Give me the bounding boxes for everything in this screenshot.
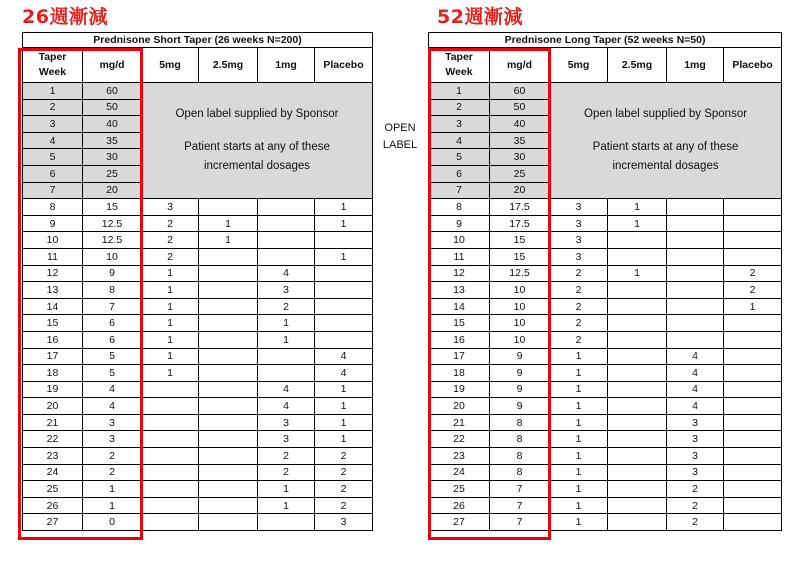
week-cell: 16 (23, 331, 83, 348)
dose-cell: 12.5 (490, 265, 550, 282)
dose-cell: 60 (83, 83, 142, 100)
tablet-count-cell (667, 265, 724, 282)
week-cell: 20 (23, 398, 83, 415)
tablet-count-cell (199, 381, 258, 398)
tablet-count-cell: 2 (142, 248, 199, 265)
tablet-count-cell (142, 514, 199, 531)
tablet-count-cell: 1 (315, 431, 373, 448)
short-taper-highlight-box (18, 48, 143, 540)
dose-cell: 50 (490, 99, 550, 116)
tablet-count-cell: 4 (667, 365, 724, 382)
dose-cell: 8 (490, 414, 550, 431)
tablet-count-cell: 1 (142, 331, 199, 348)
tablet-count-cell: 1 (550, 365, 608, 382)
week-cell: 12 (429, 265, 490, 282)
tablet-count-cell (199, 481, 258, 498)
annotation-26-week: 26週漸減 (22, 6, 108, 28)
dose-cell: 7 (83, 298, 142, 315)
tablet-count-cell (724, 414, 782, 431)
dose-cell: 8 (490, 448, 550, 465)
week-cell: 24 (23, 464, 83, 481)
week-cell: 14 (23, 298, 83, 315)
tablet-count-cell: 3 (667, 414, 724, 431)
week-cell: 25 (429, 481, 490, 498)
tablet-count-cell (199, 348, 258, 365)
week-cell: 14 (429, 298, 490, 315)
week-cell: 22 (23, 431, 83, 448)
week-cell: 18 (23, 365, 83, 382)
tablet-count-cell: 1 (258, 331, 315, 348)
week-cell: 11 (23, 248, 83, 265)
tablet-count-cell (199, 265, 258, 282)
tablet-count-cell (258, 232, 315, 249)
tablet-count-cell: 4 (667, 348, 724, 365)
tablet-count-cell: 1 (550, 348, 608, 365)
tablet-count-cell (315, 232, 373, 249)
week-cell: 1 (429, 83, 490, 100)
dose-cell: 12.5 (83, 232, 142, 249)
tablet-count-cell (667, 248, 724, 265)
tablet-count-cell: 2 (550, 298, 608, 315)
open-label (372, 120, 428, 154)
week-cell: 1 (23, 83, 83, 100)
tablet-count-cell: 3 (550, 215, 608, 232)
tablet-count-cell (258, 215, 315, 232)
tablet-count-cell: 1 (142, 298, 199, 315)
open-label-note (142, 83, 373, 199)
tablet-count-cell (608, 464, 667, 481)
tablet-count-cell: 4 (667, 398, 724, 415)
week-cell: 27 (23, 514, 83, 531)
dose-cell: 17.5 (490, 199, 550, 216)
tablet-count-cell: 3 (258, 414, 315, 431)
column-header: Placebo (724, 48, 782, 83)
tablet-count-cell (667, 232, 724, 249)
tablet-count-cell (258, 365, 315, 382)
dose-cell: 10 (490, 282, 550, 299)
week-cell: 22 (429, 431, 490, 448)
tablet-count-cell: 1 (550, 464, 608, 481)
dose-cell: 3 (83, 431, 142, 448)
dose-cell: 35 (490, 132, 550, 149)
tablet-count-cell: 1 (142, 282, 199, 299)
week-cell: 4 (429, 132, 490, 149)
tablet-count-cell: 4 (258, 265, 315, 282)
dose-cell: 1 (83, 481, 142, 498)
tablet-count-cell: 3 (667, 431, 724, 448)
tablet-count-cell (199, 248, 258, 265)
dose-cell: 9 (490, 365, 550, 382)
week-cell: 9 (429, 215, 490, 232)
tablet-count-cell: 2 (142, 232, 199, 249)
open-label-note-line-1: Open label supplied by Sponsor (175, 108, 339, 121)
tablet-count-cell: 1 (315, 398, 373, 415)
tablet-count-cell: 1 (199, 215, 258, 232)
week-cell: 20 (429, 398, 490, 415)
tablet-count-cell (724, 199, 782, 216)
tablet-count-cell: 1 (142, 365, 199, 382)
tablet-count-cell: 2 (315, 464, 373, 481)
tablet-count-cell (142, 448, 199, 465)
tablet-count-cell: 3 (550, 232, 608, 249)
dose-cell: 10 (490, 331, 550, 348)
tablet-count-cell: 3 (258, 282, 315, 299)
dose-cell: 4 (83, 381, 142, 398)
tablet-count-cell (258, 348, 315, 365)
tablet-count-cell: 1 (550, 414, 608, 431)
dose-cell: 20 (490, 182, 550, 199)
column-header: mg/d (83, 48, 142, 83)
tablet-count-cell (608, 414, 667, 431)
open-label-note (550, 83, 782, 199)
open-label-note-line-2: Patient starts at any of these incremental dosages (592, 141, 739, 173)
week-cell: 16 (429, 331, 490, 348)
dose-cell: 30 (490, 149, 550, 166)
tablet-count-cell: 2 (258, 298, 315, 315)
tablet-count-cell (724, 331, 782, 348)
tablet-count-cell: 1 (550, 448, 608, 465)
week-cell: 7 (23, 182, 83, 199)
tablet-count-cell (199, 282, 258, 299)
week-cell: 24 (429, 464, 490, 481)
tablet-count-cell (142, 464, 199, 481)
dose-cell: 8 (490, 431, 550, 448)
tablet-count-cell (199, 298, 258, 315)
tablet-count-cell: 4 (258, 381, 315, 398)
column-header: 5mg (142, 48, 199, 83)
week-cell: 7 (429, 182, 490, 199)
tablet-count-cell: 3 (667, 464, 724, 481)
tablet-count-cell: 3 (315, 514, 373, 531)
tablet-count-cell (258, 199, 315, 216)
tablet-count-cell: 1 (142, 265, 199, 282)
tablet-count-cell (667, 215, 724, 232)
week-cell: 25 (23, 481, 83, 498)
tablet-count-cell: 2 (258, 448, 315, 465)
spacer (550, 124, 781, 138)
week-cell: 10 (23, 232, 83, 249)
week-cell: 23 (429, 448, 490, 465)
dose-cell: 30 (83, 149, 142, 166)
dose-cell: 15 (490, 232, 550, 249)
tablet-count-cell: 2 (667, 481, 724, 498)
dose-cell: 60 (490, 83, 550, 100)
column-header: 1mg (667, 48, 724, 83)
tablet-count-cell (315, 331, 373, 348)
tablet-count-cell: 1 (199, 232, 258, 249)
dose-cell: 9 (490, 398, 550, 415)
tablet-count-cell (258, 248, 315, 265)
dose-cell: 9 (490, 348, 550, 365)
tablet-count-cell: 2 (724, 265, 782, 282)
tablet-count-cell (142, 381, 199, 398)
dose-cell: 9 (490, 381, 550, 398)
table-title: Prednisone Short Taper (26 weeks N=200) (23, 33, 373, 48)
week-cell: 19 (429, 381, 490, 398)
dose-cell: 25 (490, 165, 550, 182)
week-cell: 15 (429, 315, 490, 332)
week-cell: 13 (23, 282, 83, 299)
tablet-count-cell (724, 481, 782, 498)
week-cell: 19 (23, 381, 83, 398)
tablet-count-cell: 2 (550, 282, 608, 299)
dose-cell: 8 (83, 282, 142, 299)
tablet-count-cell (199, 199, 258, 216)
tablet-count-cell: 1 (608, 199, 667, 216)
tablet-count-cell: 2 (315, 448, 373, 465)
tablet-count-cell: 1 (550, 431, 608, 448)
tablet-count-cell (724, 398, 782, 415)
dose-cell: 1 (83, 497, 142, 514)
tablet-count-cell (315, 315, 373, 332)
week-cell: 17 (429, 348, 490, 365)
dose-cell: 10 (490, 315, 550, 332)
tablet-count-cell (724, 448, 782, 465)
tablet-count-cell (608, 431, 667, 448)
tablet-count-cell: 1 (550, 497, 608, 514)
dose-cell: 7 (490, 514, 550, 531)
column-header: 1mg (258, 48, 315, 83)
tablet-count-cell (667, 331, 724, 348)
week-cell: 3 (429, 116, 490, 133)
column-header: Taper Week (23, 48, 83, 83)
week-cell: 5 (429, 149, 490, 166)
tablet-count-cell (315, 265, 373, 282)
tablet-count-cell: 4 (667, 381, 724, 398)
tablet-count-cell (199, 431, 258, 448)
week-cell: 15 (23, 315, 83, 332)
tablet-count-cell (199, 464, 258, 481)
tablet-count-cell (199, 315, 258, 332)
tablet-count-cell: 2 (258, 464, 315, 481)
tablet-count-cell: 1 (550, 514, 608, 531)
dose-cell: 10 (490, 298, 550, 315)
table-title: Prednisone Long Taper (52 weeks N=50) (429, 33, 782, 48)
dose-cell: 6 (83, 331, 142, 348)
tablet-count-cell (199, 398, 258, 415)
tablet-count-cell (142, 497, 199, 514)
column-header: 2.5mg (608, 48, 667, 83)
tablet-count-cell (667, 298, 724, 315)
tablet-count-cell: 1 (258, 481, 315, 498)
tablet-count-cell (667, 282, 724, 299)
week-cell: 4 (23, 132, 83, 149)
dose-cell: 9 (83, 265, 142, 282)
tablet-count-cell: 1 (608, 215, 667, 232)
tablet-count-cell (608, 348, 667, 365)
week-cell: 2 (23, 99, 83, 116)
tablet-count-cell: 4 (258, 398, 315, 415)
tablet-count-cell: 1 (550, 398, 608, 415)
open-label-line-2: LABEL (382, 139, 418, 151)
tablet-count-cell: 2 (667, 497, 724, 514)
dose-cell: 50 (83, 99, 142, 116)
tablet-count-cell: 1 (315, 215, 373, 232)
column-header: mg/d (490, 48, 550, 83)
tablet-count-cell: 3 (550, 199, 608, 216)
tablet-count-cell (142, 481, 199, 498)
tablet-count-cell (258, 514, 315, 531)
tablet-count-cell (608, 331, 667, 348)
dose-cell: 7 (490, 497, 550, 514)
week-cell: 9 (23, 215, 83, 232)
week-cell: 12 (23, 265, 83, 282)
tablet-count-cell: 1 (315, 199, 373, 216)
tablet-count-cell: 3 (550, 248, 608, 265)
tablet-count-cell (724, 365, 782, 382)
tablet-count-cell: 2 (315, 497, 373, 514)
dose-cell: 25 (83, 165, 142, 182)
tablet-count-cell: 1 (258, 497, 315, 514)
tablet-count-cell (724, 315, 782, 332)
tablet-count-cell (667, 199, 724, 216)
tablet-count-cell: 2 (315, 481, 373, 498)
long-taper-highlight-box (428, 48, 551, 540)
column-header: Taper Week (429, 48, 490, 83)
week-cell: 3 (23, 116, 83, 133)
tablet-count-cell (142, 414, 199, 431)
tablet-count-cell: 1 (315, 414, 373, 431)
tablet-count-cell (724, 348, 782, 365)
tablet-count-cell: 3 (142, 199, 199, 216)
tablet-count-cell: 1 (258, 315, 315, 332)
week-cell: 11 (429, 248, 490, 265)
tablet-count-cell: 1 (550, 481, 608, 498)
tablet-count-cell (608, 448, 667, 465)
tablet-count-cell: 3 (667, 448, 724, 465)
tablet-count-cell (608, 365, 667, 382)
tablet-count-cell: 3 (258, 431, 315, 448)
tablet-count-cell: 2 (550, 315, 608, 332)
dose-cell: 3 (83, 414, 142, 431)
tablet-count-cell (724, 381, 782, 398)
dose-cell: 10 (83, 248, 142, 265)
dose-cell: 15 (490, 248, 550, 265)
week-cell: 5 (23, 149, 83, 166)
tablet-count-cell: 1 (608, 265, 667, 282)
tablet-count-cell: 1 (724, 298, 782, 315)
tablet-count-cell (724, 248, 782, 265)
dose-cell: 5 (83, 348, 142, 365)
spacer (142, 124, 372, 138)
tablet-count-cell (608, 282, 667, 299)
open-label-note-line-2: Patient starts at any of these incremental dosages (184, 141, 330, 173)
tablet-count-cell: 2 (142, 215, 199, 232)
column-header: Placebo (315, 48, 373, 83)
tablet-count-cell (724, 215, 782, 232)
week-cell: 26 (429, 497, 490, 514)
dose-cell: 40 (490, 116, 550, 133)
tablet-count-cell (608, 398, 667, 415)
dose-cell: 8 (490, 464, 550, 481)
dose-cell: 12.5 (83, 215, 142, 232)
tablet-count-cell (608, 481, 667, 498)
tablet-count-cell: 2 (550, 265, 608, 282)
tablet-count-cell (199, 497, 258, 514)
tablet-count-cell: 1 (315, 381, 373, 398)
dose-cell: 2 (83, 448, 142, 465)
dose-cell: 20 (83, 182, 142, 199)
week-cell: 17 (23, 348, 83, 365)
column-header: 2.5mg (199, 48, 258, 83)
tablet-count-cell (608, 497, 667, 514)
tablet-count-cell (142, 431, 199, 448)
week-cell: 18 (429, 365, 490, 382)
week-cell: 21 (429, 414, 490, 431)
tablet-count-cell (608, 381, 667, 398)
dose-cell: 7 (490, 481, 550, 498)
tablet-count-cell (142, 398, 199, 415)
tablet-count-cell (608, 232, 667, 249)
week-cell: 8 (429, 199, 490, 216)
tablet-count-cell: 1 (550, 381, 608, 398)
tablet-count-cell (199, 448, 258, 465)
dose-cell: 40 (83, 116, 142, 133)
week-cell: 21 (23, 414, 83, 431)
tablet-count-cell: 4 (315, 365, 373, 382)
tablet-count-cell (315, 298, 373, 315)
week-cell: 6 (429, 165, 490, 182)
week-cell: 23 (23, 448, 83, 465)
tablet-count-cell (724, 232, 782, 249)
tablet-count-cell: 4 (315, 348, 373, 365)
week-cell: 6 (23, 165, 83, 182)
column-header: 5mg (550, 48, 608, 83)
annotation-52-week: 52週漸減 (437, 6, 523, 28)
tablet-count-cell (199, 414, 258, 431)
dose-cell: 2 (83, 464, 142, 481)
tablet-count-cell (199, 365, 258, 382)
dose-cell: 0 (83, 514, 142, 531)
tablet-count-cell: 2 (724, 282, 782, 299)
week-cell: 13 (429, 282, 490, 299)
dose-cell: 35 (83, 132, 142, 149)
open-label-line-1: OPEN (384, 122, 416, 134)
tablet-count-cell (608, 514, 667, 531)
tablet-count-cell (199, 514, 258, 531)
tablet-count-cell (315, 282, 373, 299)
tablet-count-cell: 1 (315, 248, 373, 265)
tablet-count-cell (724, 514, 782, 531)
dose-cell: 6 (83, 315, 142, 332)
week-cell: 2 (429, 99, 490, 116)
tablet-count-cell (199, 331, 258, 348)
tablet-count-cell: 1 (142, 315, 199, 332)
dose-cell: 17.5 (490, 215, 550, 232)
tablet-count-cell (608, 298, 667, 315)
tablet-count-cell: 1 (142, 348, 199, 365)
open-label-note-line-1: Open label supplied by Sponsor (584, 108, 748, 121)
tablet-count-cell (724, 431, 782, 448)
tablet-count-cell (608, 248, 667, 265)
tablet-count-cell (724, 497, 782, 514)
tablet-count-cell (608, 315, 667, 332)
tablet-count-cell (724, 464, 782, 481)
tablet-count-cell: 2 (550, 331, 608, 348)
dose-cell: 4 (83, 398, 142, 415)
tablet-count-cell (667, 315, 724, 332)
week-cell: 10 (429, 232, 490, 249)
dose-cell: 5 (83, 365, 142, 382)
dose-cell: 15 (83, 199, 142, 216)
tablet-count-cell: 2 (667, 514, 724, 531)
week-cell: 27 (429, 514, 490, 531)
week-cell: 26 (23, 497, 83, 514)
week-cell: 8 (23, 199, 83, 216)
